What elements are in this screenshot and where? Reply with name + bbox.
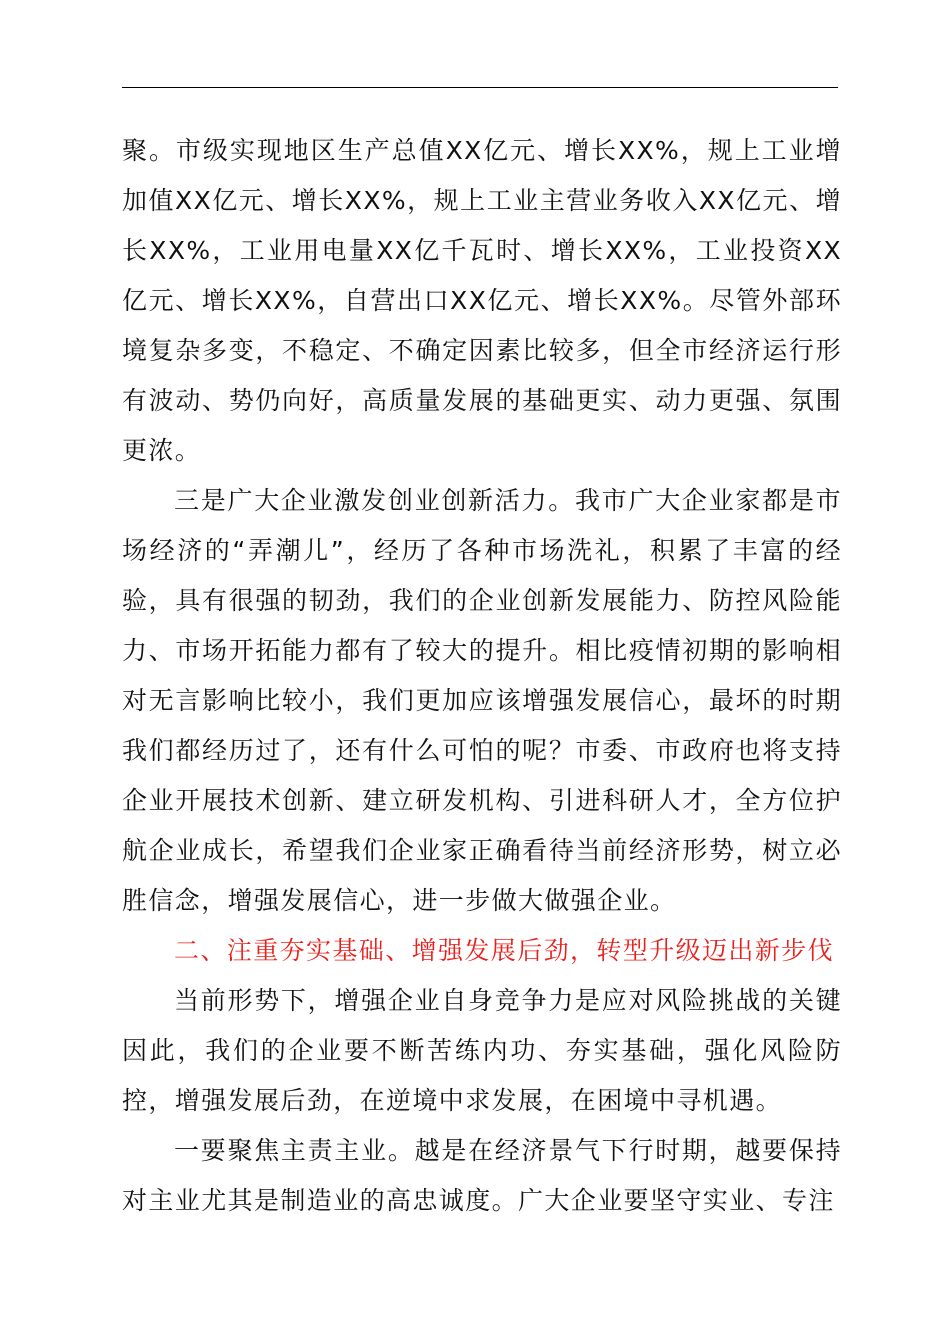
section-heading-2: 二、注重夯实基础、增强发展后劲，转型升级迈出新步伐: [174, 936, 835, 965]
header-rule: [122, 87, 838, 88]
paragraph-enterprise-innovation: 三是广大企业激发创业创新活力。我市广大企业家都是市场经济的“弄潮儿”，经历了各种市场洗礼，积累了丰富的经验，具有很强的韧劲，我们的企业创新发展能力、防控风险能力、市场开拓能力都有了较大的提升。相比疫情初期的影响相对无言影响比较小，我们更加应该增强发展信心，最坏的时期我们都经历过了，还有什么可怕的呢？市委、市政府也将支持企业开展技术创新、建立研发机构、引进科研人才，全方位护航企业成长，希望我们企业家正确看待当前经济形势，树立必胜信念，增强发展信心，进一步做大做强企业。: [122, 486, 842, 915]
paragraph-economic-results: 聚。市级实现地区生产总值XX亿元、增长XX%，规上工业增加值XX亿元、增长XX%，规上工业主营业务收入XX亿元、增长XX%，工业用电量XX亿千瓦时、增长XX%，工业投资XX亿元、增长XX%，自营出口XX亿元、增长XX%。尽管外部环境复杂多变，不稳定、不确定因素比较多，但全市经济运行形有波动、势仍向好，高质量发展的基础更实、动力更强、氛围更浓。: [122, 136, 842, 465]
paragraph-focus-main-business: 一要聚焦主责主业。越是在经济景气下行时期，越要保持对主业尤其是制造业的高忠诚度。广大企业要坚守实业、专注: [122, 1136, 842, 1215]
document-body: [122, 126, 842, 1226]
paragraph-competitiveness: 当前形势下，增强企业自身竞争力是应对风险挑战的关键因此，我们的企业要不断苦练内功、夯实基础，强化风险防控，增强发展后劲，在逆境中求发展，在困境中寻机遇。: [122, 986, 842, 1115]
